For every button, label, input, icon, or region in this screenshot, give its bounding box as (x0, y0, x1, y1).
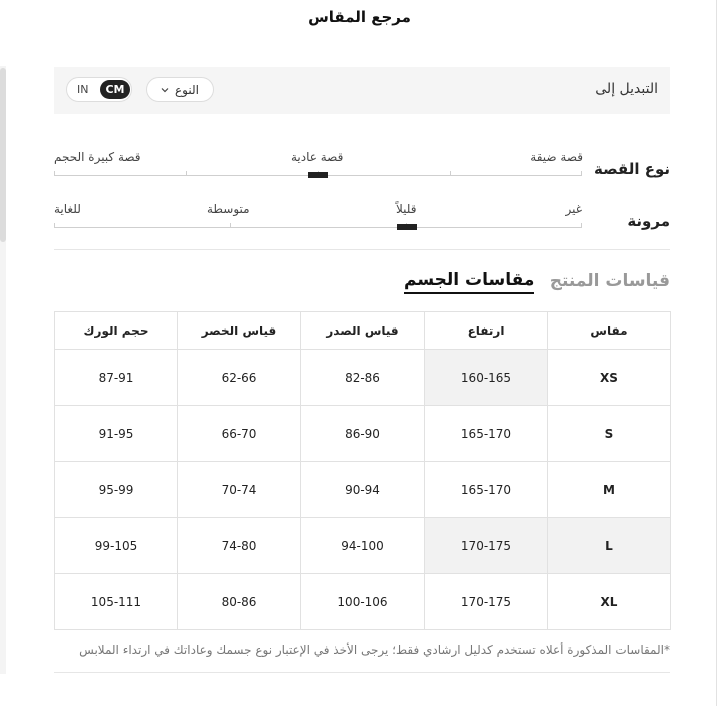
stretch-tick (581, 223, 582, 228)
unit-in-option[interactable]: IN (77, 83, 89, 96)
header-chest: قياس الصدر (301, 312, 425, 350)
type-dropdown-label: النوع (175, 82, 199, 97)
hip-cell: 99-105 (55, 518, 178, 574)
table-row (55, 350, 671, 406)
stretch-label: مرونة (627, 212, 670, 230)
size-table (54, 311, 671, 630)
chevron-down-icon (161, 86, 169, 94)
height-cell: 165-170 (425, 462, 548, 518)
size-cell: XS (548, 350, 671, 406)
size-cell: XL (548, 574, 671, 630)
size-cell: L (548, 518, 671, 574)
unit-cm-option[interactable]: CM (100, 80, 130, 99)
chest-cell: 94-100 (301, 518, 425, 574)
stretch-tick (230, 223, 231, 228)
header-height: ارتفاع (425, 312, 548, 350)
stretch-none-label: غير (565, 202, 582, 216)
scrollbar-thumb[interactable] (0, 68, 6, 242)
table-header-row (55, 312, 671, 350)
size-cell: S (548, 406, 671, 462)
hip-cell: 91-95 (55, 406, 178, 462)
page-title: مرجع المقاس (308, 8, 411, 26)
table-row (55, 574, 671, 630)
stretch-scale-track (54, 227, 582, 228)
header-size: مقاس (548, 312, 671, 350)
table-row (55, 406, 671, 462)
chest-cell: 86-90 (301, 406, 425, 462)
fit-tick (54, 171, 55, 176)
fit-type-label: نوع القصة (594, 160, 670, 178)
fit-tight-label: قصة ضيقة (530, 150, 583, 164)
chest-cell: 100-106 (301, 574, 425, 630)
type-dropdown[interactable] (146, 77, 214, 102)
table-row (55, 518, 671, 574)
stretch-slight-label: قليلاً (396, 202, 417, 216)
height-cell: 165-170 (425, 406, 548, 462)
switch-label: التبديل إلى (595, 81, 658, 97)
height-cell: 170-175 (425, 518, 548, 574)
size-cell: M (548, 462, 671, 518)
disclaimer-note: *المقاسات المذكورة أعلاه تستخدم كدليل ارشادي فقط؛ يرجى الأخذ في الإعتبار نوع جسمك وعاداتك في ارتداء الملابس (79, 643, 670, 657)
tab-product-measurements[interactable]: قياسات المنتج (549, 271, 670, 291)
waist-cell: 80-86 (178, 574, 301, 630)
fit-regular-label: قصة عادية (291, 150, 344, 164)
fit-tick (581, 171, 582, 176)
unit-toggle[interactable] (66, 77, 132, 102)
fit-tick (450, 171, 451, 176)
fit-selected-marker (308, 172, 328, 178)
chest-cell: 82-86 (301, 350, 425, 406)
footer-divider (54, 672, 670, 673)
waist-cell: 70-74 (178, 462, 301, 518)
tab-body-measurements[interactable]: مقاسات الجسم (404, 270, 534, 294)
table-row (55, 462, 671, 518)
waist-cell: 62-66 (178, 350, 301, 406)
header-hip: حجم الورك (55, 312, 178, 350)
stretch-tick (54, 223, 55, 228)
fit-tick (186, 171, 187, 176)
waist-cell: 66-70 (178, 406, 301, 462)
height-cell: 170-175 (425, 574, 548, 630)
stretch-very-label: للغاية (54, 202, 81, 216)
stretch-selected-marker (397, 224, 417, 230)
hip-cell: 105-111 (55, 574, 178, 630)
waist-cell: 74-80 (178, 518, 301, 574)
section-divider (54, 249, 670, 250)
stretch-medium-label: متوسطة (207, 202, 250, 216)
unit-switch-bar (54, 67, 670, 114)
chest-cell: 90-94 (301, 462, 425, 518)
fit-oversized-label: قصة كبيرة الحجم (54, 150, 141, 164)
panel-right-border (716, 0, 717, 706)
hip-cell: 87-91 (55, 350, 178, 406)
height-cell: 160-165 (425, 350, 548, 406)
header-waist: قياس الخصر (178, 312, 301, 350)
hip-cell: 95-99 (55, 462, 178, 518)
